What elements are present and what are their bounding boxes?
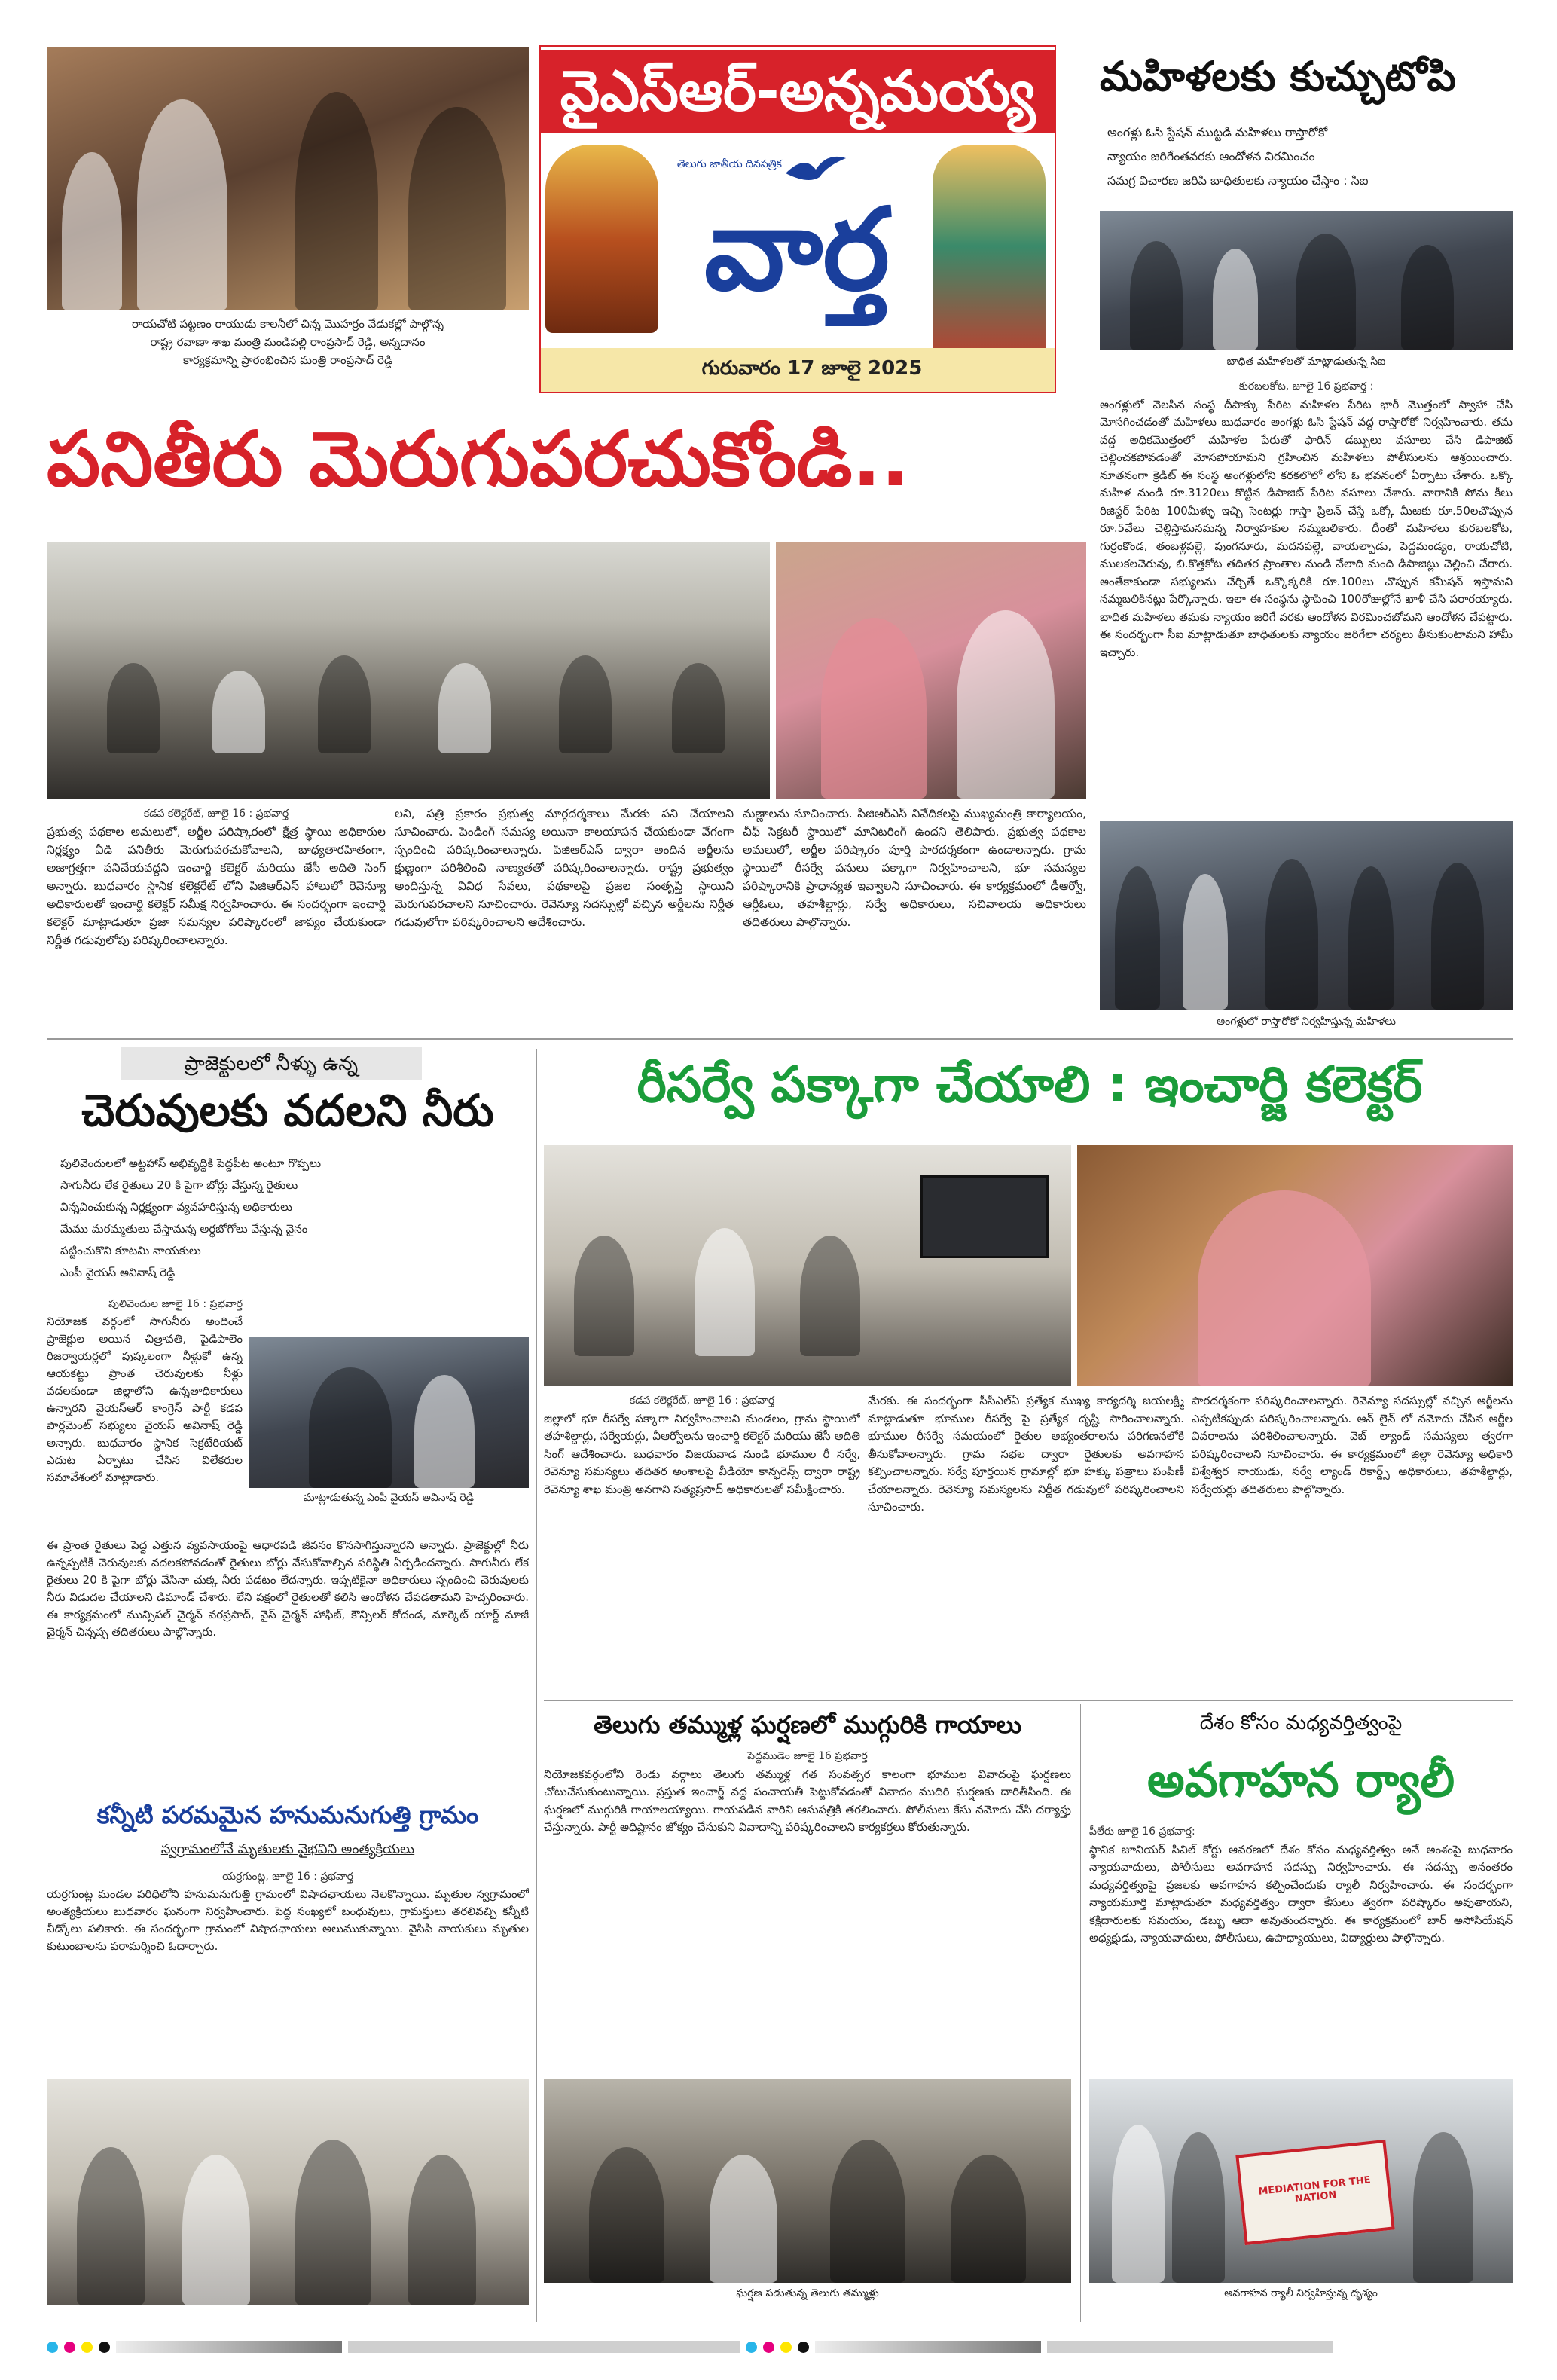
village-story-subhead: స్వగ్రామంలోనే మృతులకు వైభవిని అంత్యక్రియలు — [160, 1841, 415, 1857]
print-registration-bar — [47, 2336, 1513, 2358]
lead-body-col-1 — [47, 805, 386, 1031]
article-text: నియోజకవర్గంలోని రెండు వర్గాలు తెలుగు తమ్ముళ్ల గత సంవత్సర కాలంగా భూముల వివాదంపై ఘర్షణలు చోటుచేసుకుంటున్నాయి. ప్రస్తుత ఇంచార్జ్ వద్ద పంచాయతీ పెట్టుకోవడంతో వివాదం ముదిరి ఘర్షణకు దారితీసింది. ఈ ఘర్షణలో ముగ్గురికి గాయాలయ్యాయి. గాయపడిన వారిని ఆసుపత్రికి తరలించారు. పోలీసులు కేసు నమోదు చేసి దర్యాప్తు చేస్తున్నారు. పార్టీ అధిష్టానం జోక్యం చేసుకుని వివాదాన్ని పరిష్కరించాలని కార్యకర్తలు కోరుతున్నారు. — [544, 1767, 1071, 1834]
rally-headline: అవగాహన ర్యాలీ — [1146, 1752, 1455, 1807]
dateline: పెద్దముడెం జూలై 16 ప్రభవార్త — [747, 1750, 868, 1762]
village-story-body — [47, 1868, 529, 2057]
resurvey-photo-collector — [1077, 1145, 1513, 1386]
bullet-item: మేము మరమ్మతులు చేస్తామన్న అర్థబోగోలు వేస్తున్న వైనం — [60, 1222, 308, 1236]
dateline: కడప కలెక్టరేట్, జూలై 16 : ప్రభవార్త — [629, 1395, 775, 1407]
article-text: నియోజక వర్గంలో సాగునీరు అందించే ప్రాజెక్టుల అయిన చిత్రావతి, పైడిపాలెం రిజర్వాయర్లలో పుష్కలంగా నీళ్లుకో ఉన్న ఆయకట్టు ప్రాంత చెరువులకు నీళ్లు వదలకుండా జిల్లాలోని ఉన్నతాధికారులు ఉన్నారని వైయస్ఆర్ కాంగ్రెస్ పార్టీ కడప పార్లమెంట్ సభ్యులు వైయస్ అవినాష్ రెడ్డి అన్నారు. బుధవారం స్థానిక సెక్రటేరియట్ ఎదుట ఏర్పాటు చేసిన విలేకరుల సమావేశంలో మాట్లాడారు. — [47, 1315, 243, 1484]
gray-bar — [348, 2341, 740, 2353]
article-text: ప్రభుత్వ పథకాల అమలులో, అర్జీల పరిష్కారంలో క్షేత్ర స్థాయి అధికారుల నిర్లక్ష్యం వీడి పనితీరు మెరుగుపరచుకోవాలని, బాధ్యతారహితంగా, అజాగ్రత్తగా పనిచేయవద్దని ఇంచార్జి కలెక్టర్ మరియు జేసీ అదితి సింగ్ అన్నారు. బుధవారం స్థానిక కలెక్టరేట్ లోని పిజిఆర్ఎస్ హాలులో రెవెన్యూ అధికారులతో ఇంచార్జి కలెక్టర్ సమీక్ష నిర్వహించారు. ఈ సందర్భంగా ఇంచార్జి కలెక్టర్ మాట్లాడుతూ ప్రజా సమస్యల పరిష్కారంలో జాప్యం చేయకుండా నిర్ణీత గడువులోపు పరిష్కరించాలన్నారు. — [47, 825, 386, 947]
dateline: కడప కలెక్టరేట్, జూలై 16 : ప్రభవార్త — [143, 808, 289, 820]
bullet-item: ఎంపీ వైయస్ అవినాష్ రెడ్డి — [60, 1266, 176, 1279]
registration-dot — [99, 2342, 110, 2353]
section-divider — [47, 1038, 1513, 1040]
dateline: యర్రగుంట్ల, జూలై 16 : ప్రభవార్త — [222, 1871, 353, 1883]
dateline: పులివెందుల జూలై 16 : ప్రభవార్త — [108, 1298, 243, 1310]
resurvey-photo-conference — [544, 1145, 1071, 1386]
caption-line: కార్యక్రమాన్ని ప్రారంభించిన మంత్రి రాంప్రసాద్ రెడ్డి — [182, 353, 393, 367]
women-story-body — [1100, 378, 1513, 806]
brothers-headline: తెలుగు తమ్ముళ్ల ఘర్షణలో ముగ్గురికి గాయాలు — [593, 1710, 1022, 1739]
registration-dot — [780, 2342, 792, 2353]
registration-dot — [47, 2342, 58, 2353]
gray-bar — [1047, 2341, 1333, 2353]
resurvey-body-col-2 — [868, 1392, 1184, 1694]
women-story-photo-caption: బాధిత మహిళలతో మాట్లాడుతున్న సిఐ — [1226, 356, 1386, 368]
bullet-item: సాగునీరు లేక రైతులు 20 కి పైగా బోర్లు వేస్తున్న రైతులు — [60, 1178, 298, 1192]
resurvey-body-col-3 — [1192, 1392, 1513, 1694]
dateline: కురబలకోట, జూలై 16 ప్రభవార్త : — [1238, 380, 1374, 393]
lake-story-photo-caption: మాట్లాడుతున్న ఎంపీ వైయస్ అవినాష్ రెడ్డి — [303, 1492, 475, 1504]
gray-ramp — [815, 2341, 1041, 2353]
village-story-photo — [47, 2079, 529, 2305]
subhead-line: న్యాయం జరిగేంతవరకు ఆందోళన విరమించం — [1107, 149, 1315, 163]
brothers-photo — [544, 2079, 1071, 2283]
kicker-text: ప్రాజెక్టులలో నీళ్ళు ఉన్న — [184, 1053, 359, 1075]
lake-story-headline: చెరువులకు వదలని నీరు — [81, 1085, 494, 1136]
caption-line: రాష్ట్ర రవాణా శాఖ మంత్రి మండిపల్లి రాంప్రసాద్ రెడ్డి, అన్నదానం — [150, 335, 426, 349]
deity-image-right — [933, 145, 1046, 371]
women-story-headline: మహిళలకు కుచ్చుటోపి — [1100, 53, 1456, 100]
village-story-headline: కన్నీటి పరమమైన హనుమనుగుత్తి గ్రామం — [96, 1801, 479, 1829]
top-left-photo — [47, 47, 529, 310]
masthead-title: వైఎస్ఆర్-అన్నమయ్య — [541, 50, 1055, 133]
rally-body — [1089, 1823, 1513, 2064]
lead-headline: పనితీరు మెరుగుపరచుకోండి.. — [47, 415, 910, 503]
lake-story-photo — [249, 1337, 529, 1488]
rally-kicker: దేశం కోసం మధ్యవర్తిత్వంపై — [1199, 1712, 1403, 1734]
lead-body-col-2 — [395, 805, 734, 1031]
article-text: యర్రగుంట్ల మండల పరిధిలోని హనుమనుగుత్తి గ్రామంలో విషాదఛాయలు నెలకొన్నాయి. మృతుల స్వగ్రామంలో అంత్యక్రియలు బుధవారం ఘనంగా నిర్వహించారు. పెద్ద సంఖ్యలో బంధువులు, గ్రామస్తులు తరలివచ్చి కన్నీటి వీడ్కోలు పలికారు. ఈ సందర్భంగా గ్రామంలో విషాదఛాయలు అలుముకున్నాయి. వైసిపి నాయకులు మృతుల కుటుంబాలను పరామర్శించి ఓదార్చారు. — [47, 1887, 529, 1953]
women-story-photo — [1100, 211, 1513, 350]
gray-ramp — [116, 2341, 342, 2353]
brothers-body — [544, 1748, 1071, 2064]
article-text: పారదర్శకంగా పరిష్కరించాలన్నారు. రెవెన్యూ సదస్సుల్లో వచ్చిన అర్జీలను ఎప్పటికప్పుడు పరిష్కరించాలన్నారు. ఆన్ లైన్ లో నమోదు చేసిన అర్జీల వివరాలను పరిశీలించాలన్నారు. వెబ్ ల్యాండ్ సమస్యలు త్వరగా పరిష్కరించాలని సూచించారు. ఈ కార్యక్రమంలో జిల్లా రెవెన్యూ అధికారి విశ్వేశ్వర నాయుడు, సర్వే ల్యాండ్ రికార్డ్స్ అధికారులు, తహశీల్దార్లు, సర్వేయర్లు తదితరులు పాల్గొన్నారు. — [1192, 1394, 1513, 1496]
women-protest-caption: అంగళ్లులో రాస్తారోకో నిర్వహిస్తున్న మహిళలు — [1216, 1016, 1397, 1028]
article-text: స్థానిక జూనియర్ సివిల్ కోర్టు ఆవరణలో దేశం కోసం మధ్యవర్తిత్వం అనే అంశంపై బుధవారం న్యాయవాదులు, పోలీసులు అవగాహన సదస్సు నిర్వహించారు. ఈ సదస్సు అనంతరం మధ్యవర్తిత్వంపై ప్రజలకు అవగాహన కల్పించేందుకు ర్యాలీ నిర్వహించారు. ఈ సందర్భంగా న్యాయమూర్తి మాట్లాడుతూ మధ్యవర్తిత్వం ద్వారా కేసులు త్వరగా పరిష్కారం అవుతాయని, కక్షిదారులకు సమయం, డబ్బు ఆదా అవుతుందన్నారు. ఈ కార్యక్రమంలో బార్ అసోసియేషన్ అధ్యక్షుడు, న్యాయవాదులు, పోలీసులు, ఉపాధ్యాయులు, విద్యార్థులు పాల్గొన్నారు. — [1089, 1842, 1513, 1945]
masthead-date-bar — [541, 348, 1055, 392]
resurvey-headline: రీసర్వే పక్కాగా చేయాలి : ఇంచార్జి కలెక్టర్ — [637, 1056, 1423, 1114]
registration-dot — [64, 2342, 75, 2353]
article-text: లని, పత్రి ప్రకారం ప్రభుత్వ మార్గదర్శకాలు మేరకు పని చేయాలని సూచించారు. పెండింగ్ సమస్య అయినా కాలయాపన చేయకుండా వేగంగా స్పందించి పరిష్కరించాలన్నారు. పిజిఆర్ఎస్ ద్వారా అందిన అర్జీలను క్షుణ్ణంగా పరిశీలించి నాణ్యతతో పరిష్కరించాలన్నారు. రాష్ట్ర ప్రభుత్వం అందిస్తున్న వివిధ సేవలు, పథకాలపై ప్రజల సంతృప్తి స్థాయిని మెరుగుపరచాలని సూచించారు. రెవెన్యూ సదస్సుల్లో వచ్చిన అర్జీలను నిర్ణీత గడువులోగా పరిష్కరించాలని ఆదేశించారు. — [395, 807, 734, 929]
lead-photo-collector — [776, 542, 1086, 799]
masthead-tagline: తెలుగు జాతీయ దినపత్రిక — [676, 158, 782, 170]
subhead-line: అంగళ్లు ఓసి స్టేషన్ ముట్టడి మహిళలు రాస్తారోకో — [1107, 125, 1328, 139]
deity-image-left — [545, 145, 658, 333]
rally-photo-caption: అవగాహన ర్యాలీ నిర్వహిస్తున్న దృశ్యం — [1224, 2287, 1378, 2299]
bullet-item: విన్నవించుకున్న నిర్లక్ష్యంగా వ్యవహరిస్తున్న అధికారులు — [60, 1200, 292, 1214]
registration-dot — [763, 2342, 774, 2353]
masthead-paper-name: వార్త — [704, 185, 890, 316]
rally-banner — [1235, 2140, 1394, 2245]
lake-story-body-1 — [47, 1296, 243, 1529]
column-divider — [536, 1049, 537, 2322]
lake-story-body-2 — [47, 1537, 529, 1793]
bullet-item: పులివెందులలో అట్టహాస్ అభివృద్ధికి పెద్దపీట అంటూ గొప్పలు — [60, 1156, 322, 1170]
lake-story-kicker — [121, 1047, 422, 1080]
caption-line: రాయచోటి పట్టణం రాయుడు కాలనీలో చిన్న మొహర్రం వేడుకల్లో పాల్గొన్న — [131, 317, 444, 331]
article-text: ఈ ప్రాంత రైతులు పెద్ద ఎత్తున వ్యవసాయంపై ఆధారపడి జీవనం కొనసాగిస్తున్నారని అన్నారు. ప్రాజెక్టుల్లో నీరు ఉన్నప్పటికీ చెరువులకు వదలకపోవడంతో రైతులు బోర్లు వేసుకోవాల్సిన పరిస్థితి ఏర్పడిందన్నారు. సాగునీరు లేక రైతులు 20 కి పైగా బోర్లు వేసినా చుక్క నీరు పడటం లేదన్నారు. ఇప్పటికైనా అధికారులు స్పందించి చెరువులకు నీరు విడుదల చేయాలని డిమాండ్ చేశారు. లేని పక్షంలో రైతులతో కలిసి ఆందోళన చేపడతామని హెచ్చరించారు. ఈ కార్యక్రమంలో మున్సిపల్ చైర్మన్ వరప్రసాద్, వైస్ చైర్మన్ హాఫిజ్, కౌన్సిలర్ కోదండ, మార్కెట్ యార్డ్ మాజీ చైర్మన్ చిన్నప్ప తదితరులు పాల్గొన్నారు. — [47, 1538, 529, 1639]
section-divider — [544, 1700, 1513, 1701]
registration-dot — [81, 2342, 93, 2353]
article-text: మణ్ణాలను సూచించారు. పిజిఆర్ఎస్ నివేదికలపై ముఖ్యమంత్రి కార్యాలయం, చీఫ్ సెక్రటరీ స్థాయిలో మానిటరింగ్ ఉందని తెలిపారు. ప్రభుత్వ పథకాల అమలులో, అర్జీల పరిష్కారం పూర్తి పారదర్శకంగా ఉండాలన్నారు. గ్రామ స్థాయిలో రీసర్వే పనులు పక్కాగా నిర్వహించాలని, భూ సమస్యల పరిష్కారానికి ప్రాధాన్యత ఇవ్వాలని సూచించారు. ఈ కార్యక్రమంలో డీఆర్వో, ఆర్డీఓలు, తహశీల్దార్లు, సర్వే అధికారులు, సచివాలయ అధికారులు తదితరులు పాల్గొన్నారు. — [743, 807, 1086, 929]
article-text: మేరకు. ఈ సందర్భంగా సీసీఎల్ఏ ప్రత్యేక ముఖ్య కార్యదర్శి జయలక్ష్మి మాట్లాడుతూ భూముల రీసర్వే పై ప్రత్యేక దృష్టి సారించాలన్నారు. భూముల రీసర్వే సమయంలో రైతుల అభ్యంతరాలను పరిగణనలోకి తీసుకోవాలన్నారు. గ్రామ సభల ద్వారా రైతులకు అవగాహన కల్పించాలన్నారు. సర్వే పూర్తయిన గ్రామాల్లో భూ హక్కు పత్రాలు పంపిణీ చేయాలన్నారు. రెవెన్యూ సమస్యలను నిర్ణీత గడువులో పరిష్కరించాలని సూచించారు. — [868, 1394, 1184, 1514]
lead-body-col-3 — [743, 805, 1086, 1031]
column-divider — [1080, 1704, 1081, 2322]
dateline: పీలేరు జూలై 16 ప్రభవార్త: — [1089, 1825, 1195, 1838]
masthead-date: గురువారం 17 జూలై 2025 — [701, 357, 923, 380]
brothers-photo-caption: ఘర్షణ పడుతున్న తెలుగు తమ్ముళ్లు — [736, 2287, 879, 2299]
registration-dot — [746, 2342, 757, 2353]
banner-text: MEDIATION FOR THE NATION — [1257, 2174, 1372, 2205]
lake-story-bullets — [60, 1153, 527, 1284]
rally-photo — [1089, 2079, 1513, 2283]
women-story-subheads — [1107, 121, 1514, 193]
bullet-item: పట్టించుకొని కూటమి నాయకులు — [60, 1244, 201, 1257]
resurvey-body-col-1 — [544, 1392, 860, 1694]
article-text: అంగళ్లులో వెలసిన సంస్థ దీపాక్కు పేరిట మహిళల పేరిట భారీ మొత్తంలో స్వాహా చేసి మోసగించడంతో మహిళలు బుధవారం అంగళ్లు ఓసి స్టేషన్ వద్ద రాస్తారోకో నిర్వహించారు. తమ వద్ద అధికమొత్తంలో మహిళల పేరుతో ఫారిన్ డబ్బులు వసూలు చేసి డిపాజిట్ చెల్లించకపోవడంతో మోసపోయామని గ్రహించిన మహిళలు పోలీసులను ఆశ్రయించారు. నూతనంగా క్రెడిట్ ఈ సంస్థ అంగళ్లులోని కరకలొలో లోని ఓ భవనంలో ఏర్పాటు చేశారు. ఒక్కొ మహిళ నుండి రూ.3120లు కొట్టిన డిపాజిట్ పేరిట వసూలు చేశారు. వారానికి సోమ కీలు రిజిస్టర్ పేరిట 100మీళ్ళు ఇచ్చి సెంటర్లు గాస్తా ప్రిలన్ చేస్తే ఒక్కో మీఱకు రూ.50లచొప్పున రూ.5వేలు చెల్లిస్తామనమన్న నిర్వాహకుల నమ్మబలికారు. దీంతో మహిళలు కురబలకోట, గుర్రంకొండ, తంబళ్లపల్లె, పుంగనూరు, మదనపల్లె, వాయల్పాడు, పెద్దమండ్యం, రాయచోటి, ములకలచెరువు, బి.కొత్తకోట తదితర ప్రాంతాల నుండి వేలాది మంది డిపాజిట్లు చెల్లించి చేరారు. అంతేకాకుండా సభ్యులను చేర్చితే ఒక్కొక్కరికి రూ.100లు చొప్పున కమీషన్ ఇస్తామని నమ్మబలికినట్లు పేర్కొన్నారు. ఇలా ఈ సంస్థను స్థాపించి 100రోజుల్లోనే ఖాళీ చేసి పరారయ్యారు. బాధిత మహిళలు తమకు న్యాయం జరిగే వరకు ఆందోళన విరమించబోమని ఆందోళన చేపట్టారు. ఈ సందర్భంగా సీఐ మాట్లాడుతూ బాధితులకు న్యాయం జరిగేలా చర్యలు తీసుకుంటామని హామీ ఇచ్చారు. — [1100, 397, 1513, 659]
article-text: జిల్లాలో భూ రీసర్వే పక్కాగా నిర్వహించాలని మండలం, గ్రామ స్థాయిలో తహశీల్దార్లు, సర్వేయర్లు, వీఆర్వోలను ఇంచార్జి కలెక్టర్ మరియు జేసీ అదితి సింగ్ ఆదేశించారు. బుధవారం విజయవాడ నుండి భూముల రీ సర్వే, రెవెన్యూ సమస్యలు తదితర అంశాలపై వీడియో కాన్ఫరెన్స్ ద్వారా రాష్ట్ర రెవెన్యూ శాఖ మంత్రి అనగాని సత్యప్రసాద్ అధికారులతో సమీక్షించారు. — [544, 1411, 860, 1496]
women-protest-photo — [1100, 821, 1513, 1010]
subhead-line: సమగ్ర విచారణ జరిపి బాధితులకు న్యాయం చేస్తాం : సిఐ — [1107, 173, 1369, 188]
top-left-caption — [47, 315, 529, 369]
masthead — [539, 45, 1056, 393]
lead-photo-meeting-hall — [47, 542, 770, 799]
registration-dot — [798, 2342, 809, 2353]
